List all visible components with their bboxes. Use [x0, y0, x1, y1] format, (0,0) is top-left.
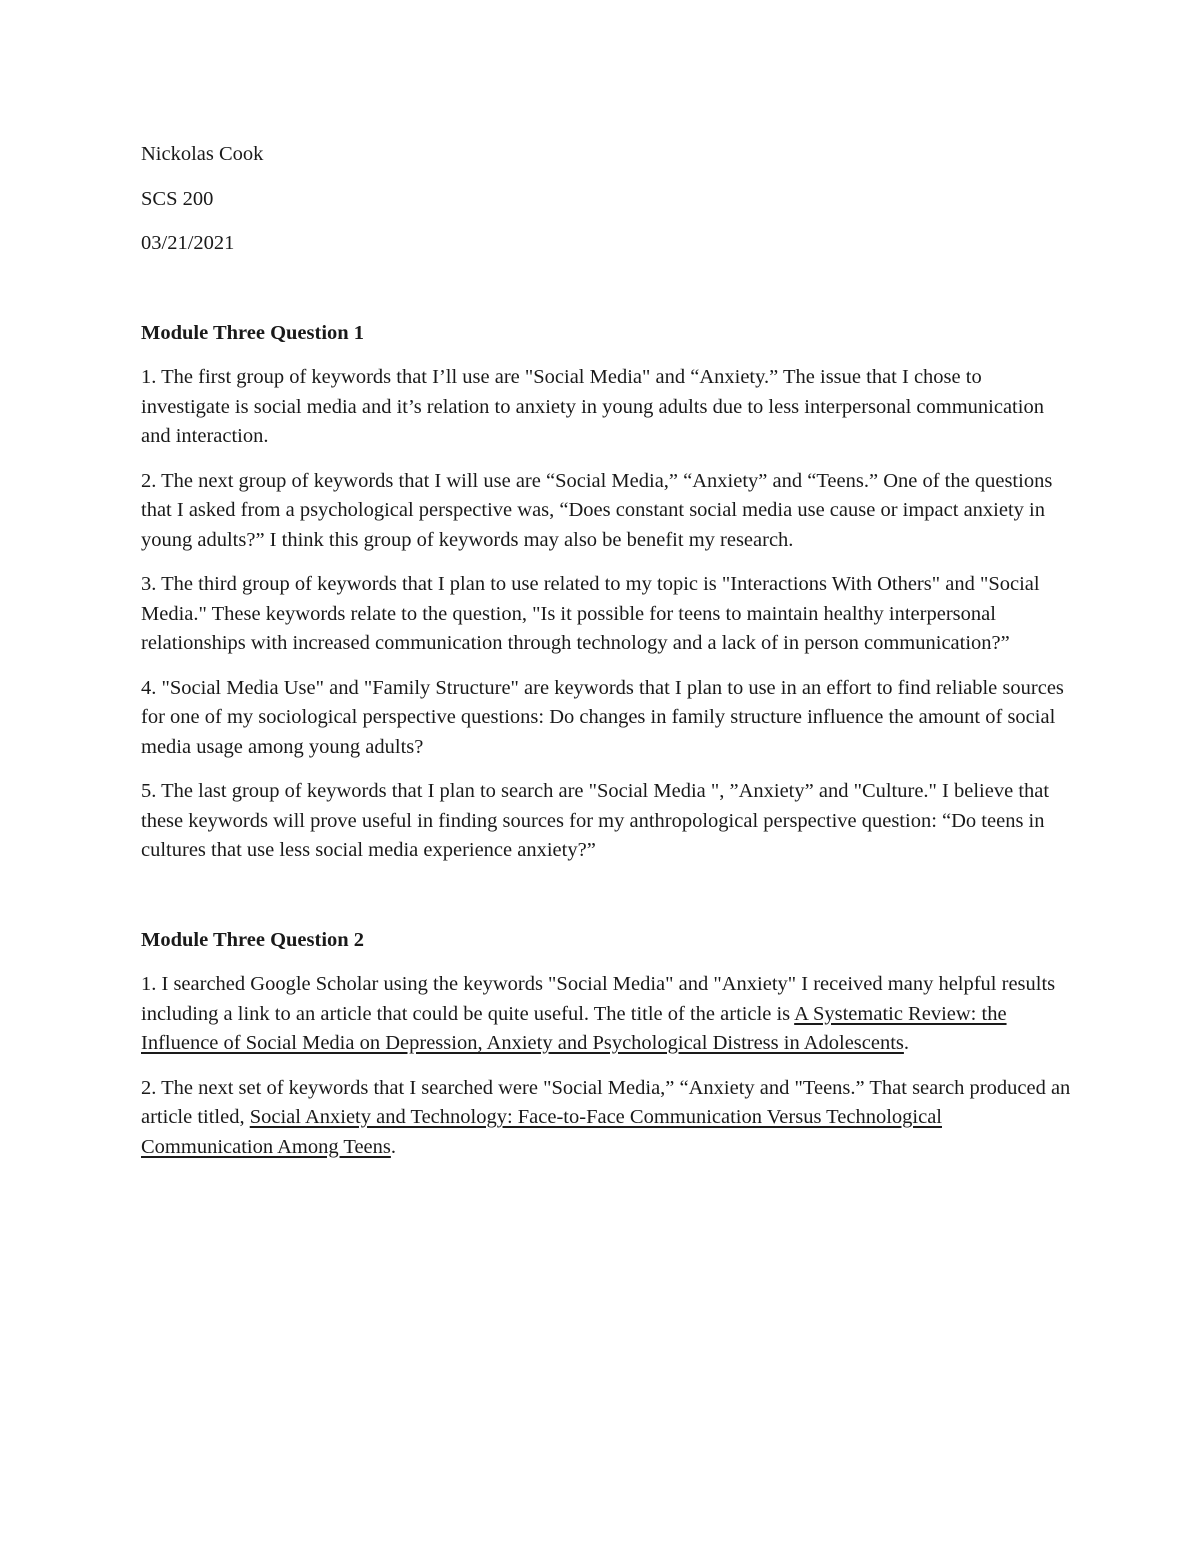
article-title-link-1[interactable]: A Systematic Review: the Influence of Social Media on Depression, Anxiety and Psychological Distress in Adolescents: [141, 1002, 1007, 1054]
question-2-item-1: [141, 970, 1071, 1059]
course-code: SCS 200: [141, 187, 214, 210]
article-title-link-2[interactable]: Social Anxiety and Technology: Face-to-Face Communication Versus Technological Communication Among Teens: [141, 1106, 942, 1158]
question-1-item-4: 4. "Social Media Use" and "Family Structure" are keywords that I plan to use in an effort to find reliable sources for one of my sociological perspective questions: Do changes in family structure influence the amount of social media usage among young adults?: [141, 676, 1064, 758]
document-date: 03/21/2021: [141, 232, 235, 254]
question-2-item-2-text: 2. The next set of keywords that I searched were "Social Media,” “Anxiety and "Teens.” That search produced an article titled,: [141, 1076, 1071, 1128]
section-1-title: Module Three Question 1: [141, 321, 365, 344]
question-2-item-1-end: .: [903, 1032, 910, 1054]
question-2-item-2: [141, 1074, 1071, 1163]
question-1-item-3: 3. The third group of keywords that I plan to use related to my topic is "Interactions With Others" and "Social Media." These keywords relate to the question, "Is it possible for teens to maintain healthy interpersonal relationships with increased communication through technology and a lack of in person communication?”: [141, 573, 1040, 654]
author-name: Nickolas Cook: [141, 143, 264, 165]
question-2-item-1-text: 1. I searched Google Scholar using the keywords "Social Media" and "Anxiety" I received many helpful results including a link to an article that could be quite useful. The title of the article is: [141, 973, 1056, 1025]
question-1-item-1: 1. The first group of keywords that I’ll use are "Social Media" and “Anxiety.” The issue that I chose to investigate is social media and it’s relation to anxiety in young adults due to less interpersonal communication and interaction.: [141, 366, 1044, 447]
section-2-title: Module Three Question 2: [141, 928, 365, 951]
question-1-item-2: 2. The next group of keywords that I will use are “Social Media,” “Anxiety” and “Teens.” One of the questions that I asked from a psychological perspective was, “Does constant social media use cause or impact anxiety in young adults?” I think this group of keywords may also be benefit my research.: [141, 469, 1053, 551]
question-1-item-5: 5. The last group of keywords that I plan to search are "Social Media ", ”Anxiety” and "Culture." I believe that these keywords will prove useful in finding sources for my anthropological perspective question: “Do teens in cultures that use less social media experience anxiety?”: [141, 780, 1050, 861]
document-body: [141, 140, 1071, 1177]
question-2-item-2-end: .: [390, 1135, 396, 1158]
